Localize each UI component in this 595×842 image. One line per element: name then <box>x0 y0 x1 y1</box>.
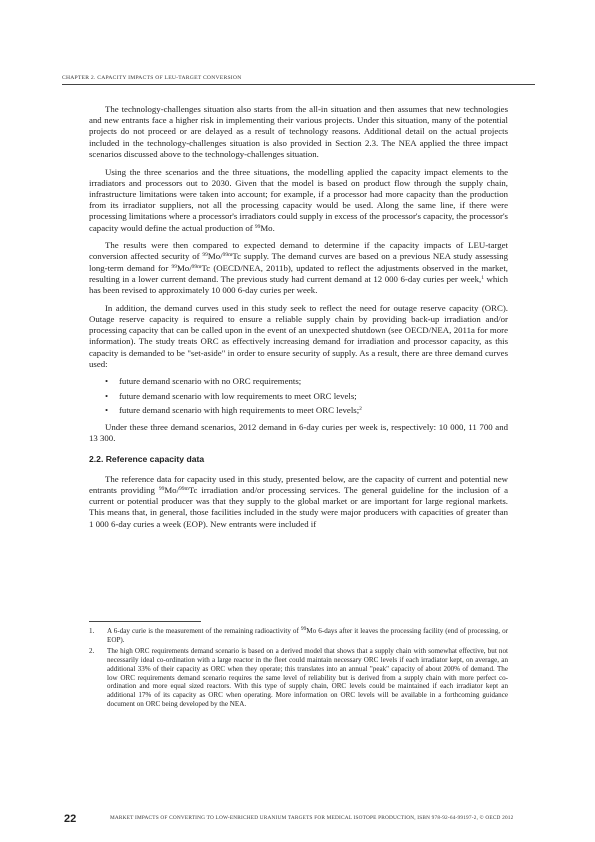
paragraph-5: Under these three demand scenarios, 2012 demand in 6-day curies per week is, respectively: 10 000, 11 700 and 13 300. <box>89 422 508 444</box>
footnote-text: The high ORC requirements demand scenario is based on a derived model that shows that a supply chain with somewhat effective, but not necessarily ideal co-ordination with a large reactor in the fleet could maintain necessary ORC levels if each irradiator kept, on average, an additional 33% of their capacity as ORC when they operate; this translates into an annual "peak" capacity of about 200% of demand. The low ORC requirements demand scenario requires the same level of reliability but is derived from a supply chain with more perfect co-ordination and more equal sized reactors. With this type of supply chain, ORC levels could be maintained if each irradiator kept an additional 17% of its capacity as ORC when operating. More information on ORC levels will be available in a forthcoming guidance document on ORC being developed by the NEA. <box>107 647 508 708</box>
footnote-text-b: Mo 6-days after it leaves the processing facility (end of processing, or EOP). <box>107 627 508 644</box>
isotope-element: Mo. <box>260 222 275 233</box>
isotope-mass: 99m <box>179 485 189 492</box>
main-text <box>89 104 508 536</box>
isotope-mass: 99 <box>171 263 177 270</box>
isotope-mass: 99 <box>202 252 208 259</box>
page-number: 22 <box>64 813 77 825</box>
isotope-mass: 99 <box>300 626 307 632</box>
paragraph-6 <box>89 474 508 530</box>
paragraph-2 <box>89 167 508 234</box>
section-heading: 2.2. Reference capacity data <box>89 454 205 465</box>
paragraph-2-text: Using the three scenarios and the three situations, the modelling applied the capacity impact elements to the irradiators and processors out to 2030. Given that the model is based on product flow through the supply chain, infrastructure limitations were taken into account; for example, if a processor had more capacity than the production from its irradiator suppliers, not all the processing capacity would be used. Along the same line, if there were processing limitations where a processor's irradiators could supply in excess of the processor's capacity, the processor's capacity would define the actual production of <box>89 166 508 233</box>
footnote-1 <box>89 627 508 644</box>
running-header: CHAPTER 2. CAPACITY IMPACTS OF LEU-TARGET CONVERSION <box>62 75 242 81</box>
paragraph-3-text-c: which has been revised to approximately 10 000 6-day curies per week. <box>89 273 508 296</box>
footnote-ref-2[interactable]: 2 <box>359 405 362 412</box>
isotope-element: Mo/ <box>164 484 180 495</box>
demand-scenario-list <box>89 376 508 416</box>
paragraph-3-text-tc: Tc supply. The demand curves are based on a previous NEA study assessing long-term demand for <box>89 251 508 273</box>
footer-citation: MARKET IMPACTS OF CONVERTING TO LOW-ENRICHED URANIUM TARGETS FOR MEDICAL ISOTOPE PRODUCTION, ISBN 978-92-64-99197-2, © OECD 2012 <box>110 815 514 821</box>
isotope-mass: 99m <box>222 252 233 259</box>
isotope-mass: 99m <box>191 263 202 270</box>
list-item <box>105 405 508 416</box>
list-item: • future demand scenario with low requirements to meet ORC levels; <box>105 391 508 402</box>
paragraph-3-text-b: Tc (OECD/NEA, 2011b), updated to reflect the adjustments observed in the market, resulting in a lower current demand. The previous study had current demand at 12 000 6-day curies per week, <box>89 262 508 284</box>
footnote-rule <box>89 621 201 622</box>
paragraph-6-text-a: The reference data for capacity used in this study, presented below, are the capacity of current and potential new entrants providing <box>89 473 508 495</box>
paragraph-3-text-a: The results were then compared to expected demand to determine if the capacity impacts of LEU-target conversion affected security of <box>89 240 508 262</box>
isotope-mass: 99 <box>254 223 261 230</box>
paragraph-6-text-b: Tc irradiation and/or processing services. The general guideline for the inclusion of a current or potential producer was that they supply to the global market or are important for large regional markets. This means that, in general, those facilities included in the study were major producers with capacities of greater than 1 000 6-day curies a week (EOP). New entrants were included if <box>89 484 508 529</box>
isotope-element: Mo/ <box>177 262 192 273</box>
paragraph-4: In addition, the demand curves used in this study seek to reflect the need for outage reserve capacity (ORC). Outage reserve capacity is required to ensure a reliable supply chain by providing back-up irradiation and/or processing capacity that can be called upon in the event of an unexpected shutdown (see OECD/NEA, 2011a for more information). The study treats ORC as effectively increasing demand for irradiation and processor capacity, as this capacity is demanded to be "set-aside" in order to ensure security of supply. As a result, there are three demand curves used: <box>89 302 508 369</box>
footnote-text-a: A 6-day curie is the measurement of the remaining radioactivity of <box>107 627 301 635</box>
footnote-ref-1[interactable]: 1 <box>481 274 484 281</box>
isotope-mass: 99 <box>158 485 165 492</box>
header-rule <box>62 84 535 85</box>
paragraph-1: The technology-challenges situation also starts from the all-in situation and then assumes that new technologies and new entrants face a higher risk in implementing their various projects. Under this situation, many of the potential projects do not proceed or are delayed as a result of technology reasons. Additional detail on the actual projects included in the technology-challenges situation is also provided in Section 2.3. The NEA applied the three impact scenarios discussed above to the technology-challenges situation. <box>89 104 508 159</box>
list-item: • future demand scenario with no ORC requirements; <box>105 376 508 387</box>
footnotes <box>89 627 508 711</box>
footnote-number: 2. <box>89 647 95 656</box>
isotope-element: Mo/ <box>207 251 223 262</box>
list-item-text: future demand scenario with high requirements to meet ORC levels; <box>119 404 360 415</box>
footnote-number: 1. <box>89 627 95 635</box>
paragraph-3 <box>89 240 508 296</box>
footnote-2 <box>89 647 508 708</box>
